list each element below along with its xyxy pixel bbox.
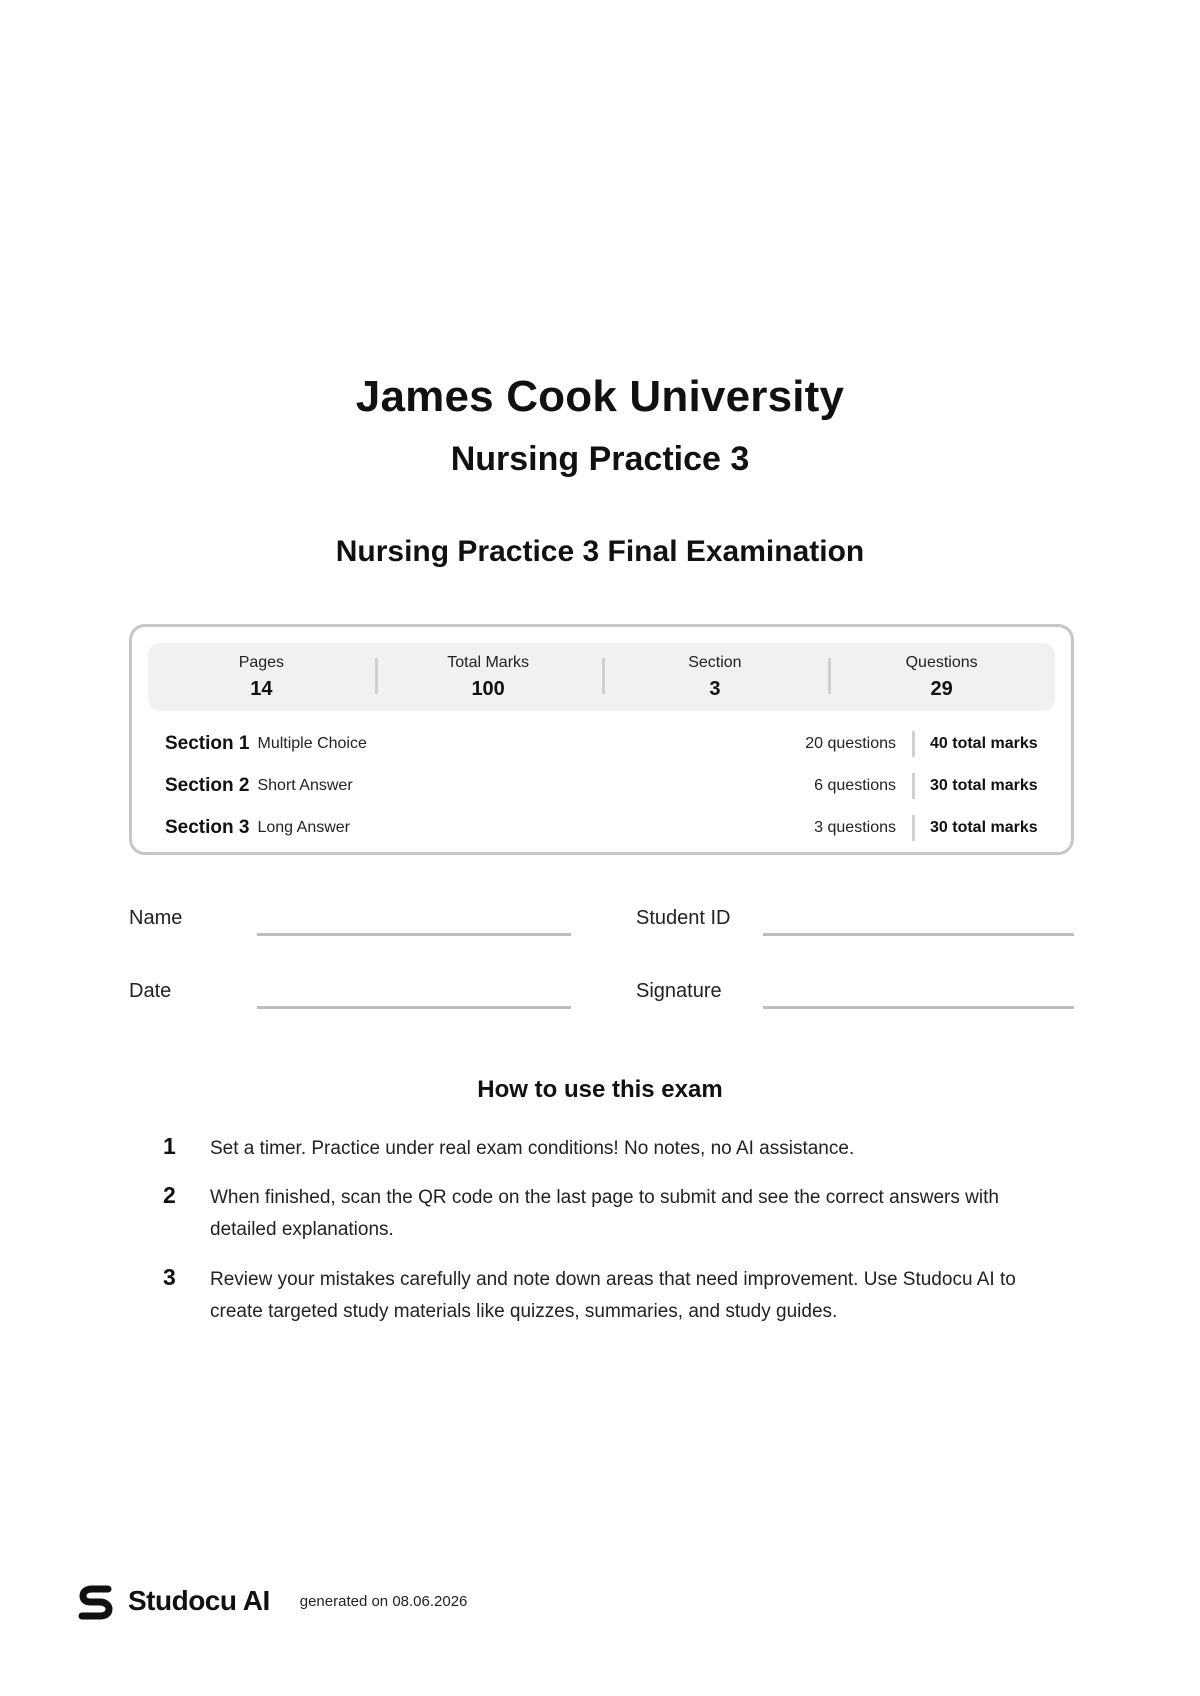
step-text: Set a timer. Practice under real exam conditions! No notes, no AI assistance. [210,1138,855,1159]
step-number: 1 [163,1133,176,1159]
section-name: Section 1 [165,733,250,754]
stat-questions [828,652,1055,702]
student-id-field[interactable] [763,933,1074,936]
signature-label: Signature [636,980,722,1002]
stat-pages [148,652,375,702]
stat-label: Pages [238,654,285,671]
stats-bar [148,643,1055,711]
name-field[interactable] [257,933,571,936]
section-question-count: 6 questions [814,777,896,794]
exam-title: Nursing Practice 3 Final Examination [335,535,865,568]
section-name: Section 2 [165,775,250,796]
section-type: Long Answer [257,819,350,836]
step-text: Review your mistakes carefully and note down areas that need improvement. Use Studocu AI to create targeted study materials like quizzes, summaries, and study guides. [210,1269,1016,1322]
stat-label: Section [688,654,742,671]
name-label: Name [129,907,183,929]
stat-label: Total Marks [447,654,530,671]
step-number: 3 [163,1264,176,1290]
section-name: Section 3 [165,817,250,838]
signature-field[interactable] [763,1006,1074,1009]
date-field[interactable] [257,1006,571,1009]
stat-section [602,652,829,702]
section-marks: 40 total marks [930,735,1038,752]
section-question-count: 3 questions [814,819,896,836]
studocu-logo-icon [78,1582,114,1620]
section-marks: 30 total marks [930,777,1038,794]
section-row [165,813,1042,843]
stat-total-marks [375,652,602,702]
stat-value: 14 [250,678,273,700]
section-row [165,729,1042,759]
section-divider [912,731,915,757]
university-title: James Cook University [355,372,845,421]
student-id-label: Student ID [636,907,731,929]
stat-value: 3 [709,678,721,700]
stat-value: 29 [930,678,953,700]
section-divider [912,773,915,799]
section-type: Short Answer [257,777,353,794]
exam-summary-box [129,624,1074,855]
howto-step [160,1182,1060,1246]
howto-title: How to use this exam [477,1076,723,1103]
section-type: Multiple Choice [257,735,367,752]
howto-step [160,1264,1060,1328]
section-row [165,771,1042,801]
date-label: Date [129,980,172,1002]
stat-value: 100 [471,678,505,700]
course-title: Nursing Practice 3 [450,440,750,478]
howto-step [160,1133,1060,1165]
section-divider [912,815,915,841]
step-text: When finished, scan the QR code on the last page to submit and see the correct answers with detailed explanations. [210,1187,999,1240]
section-marks: 30 total marks [930,819,1038,836]
section-question-count: 20 questions [805,735,896,752]
generated-date: generated on 08.06.2026 [299,1592,468,1610]
stat-label: Questions [905,654,978,671]
footer [78,1582,467,1620]
step-number: 2 [163,1182,176,1208]
brand-name: Studocu AI [128,1585,270,1616]
